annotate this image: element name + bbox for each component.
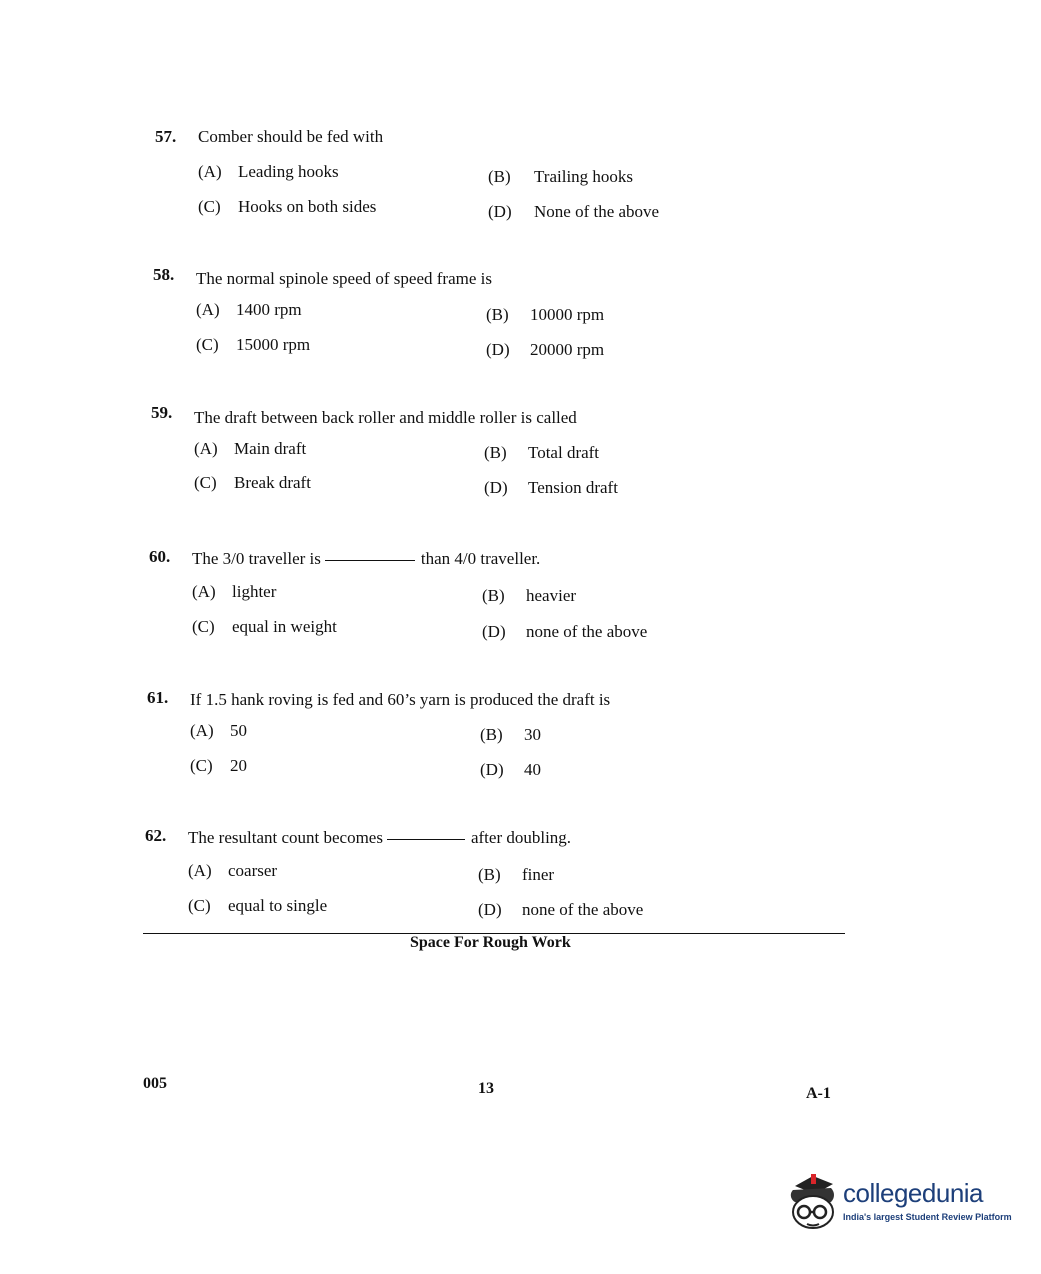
option-b: (B) 10000 rpm (486, 305, 605, 324)
option-a: (A) 50 (190, 721, 247, 740)
question-text: The 3/0 traveller is than 4/0 traveller. (192, 549, 541, 568)
option-a: (A) coarser (188, 861, 278, 880)
series-code: A-1 (806, 1085, 831, 1102)
option-d: (D) 40 (480, 760, 541, 779)
paper-code: 005 (143, 1075, 167, 1092)
page-number: 13 (478, 1080, 494, 1097)
question-number: 58. (153, 265, 175, 284)
option-a: (A) Main draft (194, 439, 307, 458)
question-text: The resultant count becomes after doubling. (188, 828, 572, 847)
question-text: The normal spinole speed of speed frame is (196, 269, 492, 288)
option-b: (B) 30 (480, 725, 541, 744)
option-d: (D) none of the above (478, 900, 644, 919)
logo-wordmark: collegedunia (843, 1178, 984, 1208)
option-d: (D) 20000 rpm (486, 340, 605, 359)
question-number: 57. (155, 127, 177, 146)
question-number: 61. (147, 688, 169, 707)
option-b: (B) Total draft (484, 443, 600, 462)
option-d: (D) Tension draft (484, 478, 618, 497)
option-b: (B) heavier (482, 586, 577, 605)
option-c: (C) equal to single (188, 896, 328, 915)
rough-work-heading: Space For Rough Work (410, 934, 571, 951)
question-number: 60. (149, 547, 171, 566)
option-c: (C) 20 (190, 756, 247, 775)
logo-tagline: India's largest Student Review Platform (843, 1212, 1012, 1222)
option-b: (B) Trailing hooks (488, 167, 634, 186)
mascot-icon (785, 1168, 841, 1234)
option-a: (A) 1400 rpm (196, 300, 302, 319)
option-a: (A) Leading hooks (198, 162, 339, 181)
option-d: (D) none of the above (482, 622, 648, 641)
answer-blank (325, 559, 415, 561)
option-c: (C) Break draft (194, 473, 311, 492)
question-text: Comber should be fed with (198, 127, 384, 146)
option-d: (D) None of the above (488, 202, 660, 221)
question-text: The draft between back roller and middle roller is called (194, 408, 577, 427)
question-text: If 1.5 hank roving is fed and 60’s yarn is produced the draft is (190, 690, 611, 709)
option-a: (A) lighter (192, 582, 277, 601)
option-c: (C) 15000 rpm (196, 335, 311, 354)
question-number: 62. (145, 826, 167, 845)
option-b: (B) finer (478, 865, 555, 884)
collegedunia-logo (785, 1168, 1015, 1238)
question-number: 59. (151, 403, 173, 422)
option-c: (C) equal in weight (192, 617, 337, 636)
answer-blank (387, 838, 465, 840)
option-c: (C) Hooks on both sides (198, 197, 377, 216)
